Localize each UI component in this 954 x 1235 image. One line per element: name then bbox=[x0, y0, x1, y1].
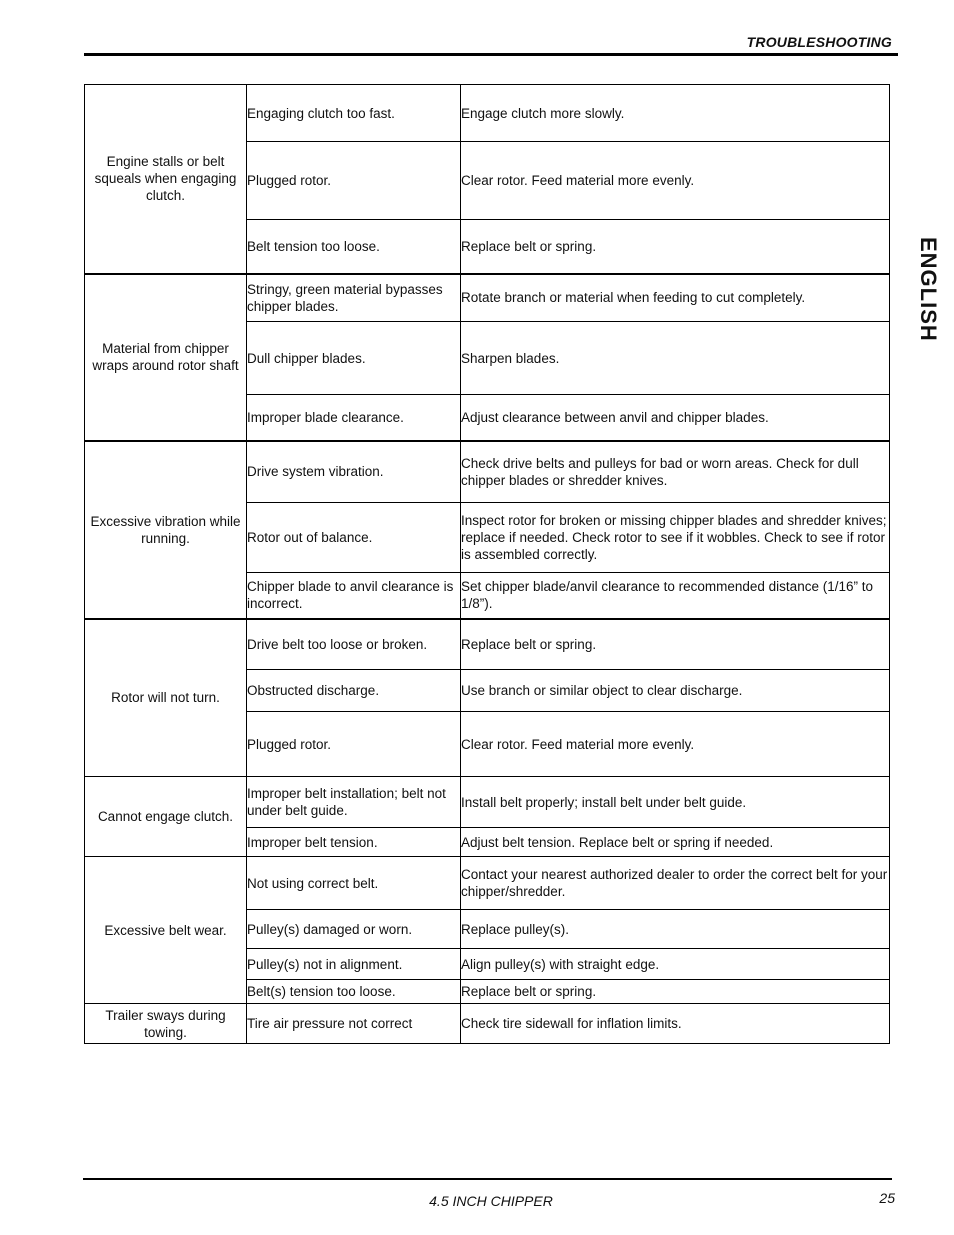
remedy-cell: Replace pulley(s). bbox=[461, 910, 890, 949]
problem-cell: Excessive belt wear. bbox=[85, 857, 247, 1004]
cause-cell: Improper blade clearance. bbox=[247, 395, 461, 441]
table-row bbox=[85, 1004, 890, 1044]
header-rule bbox=[84, 53, 898, 56]
footer-title: 4.5 INCH CHIPPER bbox=[429, 1193, 553, 1209]
remedy-cell: Check tire sidewall for inflation limits. bbox=[461, 1004, 890, 1044]
cause-cell: Tire air pressure not correct bbox=[247, 1004, 461, 1044]
cause-cell: Plugged rotor. bbox=[247, 712, 461, 777]
remedy-cell: Check drive belts and pulleys for bad or worn areas. Check for dull chipper blades or shredder knives. bbox=[461, 441, 890, 503]
cause-cell: Chipper blade to anvil clearance is incorrect. bbox=[247, 573, 461, 619]
remedy-cell: Adjust clearance between anvil and chipper blades. bbox=[461, 395, 890, 441]
cause-cell: Belt tension too loose. bbox=[247, 220, 461, 274]
problem-cell: Material from chipper wraps around rotor shaft bbox=[85, 274, 247, 441]
remedy-cell: Inspect rotor for broken or missing chipper blades and shredder knives; replace if needed. Check rotor to see if it wobbles. Check to see if rotor is assembled correctly. bbox=[461, 503, 890, 573]
remedy-cell: Replace belt or spring. bbox=[461, 220, 890, 274]
problem-cell: Trailer sways during towing. bbox=[85, 1004, 247, 1044]
language-tab: ENGLISH bbox=[916, 237, 941, 342]
remedy-cell: Use branch or similar object to clear discharge. bbox=[461, 670, 890, 712]
cause-cell: Dull chipper blades. bbox=[247, 322, 461, 395]
problem-cell: Excessive vibration while running. bbox=[85, 441, 247, 619]
table-row bbox=[85, 619, 890, 670]
cause-cell: Drive system vibration. bbox=[247, 441, 461, 503]
problem-cell: Engine stalls or belt squeals when engaging clutch. bbox=[85, 85, 247, 274]
remedy-cell: Install belt properly; install belt under belt guide. bbox=[461, 777, 890, 828]
page-number: 25 bbox=[879, 1190, 895, 1206]
cause-cell: Pulley(s) damaged or worn. bbox=[247, 910, 461, 949]
remedy-cell: Engage clutch more slowly. bbox=[461, 85, 890, 142]
problem-cell: Cannot engage clutch. bbox=[85, 777, 247, 857]
troubleshooting-table bbox=[84, 84, 890, 1044]
remedy-cell: Rotate branch or material when feeding to cut completely. bbox=[461, 274, 890, 322]
table-row bbox=[85, 857, 890, 910]
table-row bbox=[85, 777, 890, 828]
remedy-cell: Sharpen blades. bbox=[461, 322, 890, 395]
remedy-cell: Replace belt or spring. bbox=[461, 980, 890, 1004]
problem-cell: Rotor will not turn. bbox=[85, 619, 247, 777]
remedy-cell: Clear rotor. Feed material more evenly. bbox=[461, 712, 890, 777]
table-row bbox=[85, 274, 890, 322]
cause-cell: Pulley(s) not in alignment. bbox=[247, 949, 461, 980]
footer-rule bbox=[83, 1178, 892, 1180]
remedy-cell: Align pulley(s) with straight edge. bbox=[461, 949, 890, 980]
remedy-cell: Contact your nearest authorized dealer to order the correct belt for your chipper/shredder. bbox=[461, 857, 890, 910]
section-title: TROUBLESHOOTING bbox=[746, 34, 892, 50]
cause-cell: Not using correct belt. bbox=[247, 857, 461, 910]
cause-cell: Improper belt tension. bbox=[247, 828, 461, 857]
cause-cell: Improper belt installation; belt not under belt guide. bbox=[247, 777, 461, 828]
remedy-cell: Clear rotor. Feed material more evenly. bbox=[461, 142, 890, 220]
cause-cell: Stringy, green material bypasses chipper blades. bbox=[247, 274, 461, 322]
cause-cell: Belt(s) tension too loose. bbox=[247, 980, 461, 1004]
cause-cell: Engaging clutch too fast. bbox=[247, 85, 461, 142]
cause-cell: Rotor out of balance. bbox=[247, 503, 461, 573]
remedy-cell: Replace belt or spring. bbox=[461, 619, 890, 670]
cause-cell: Obstructed discharge. bbox=[247, 670, 461, 712]
remedy-cell: Adjust belt tension. Replace belt or spring if needed. bbox=[461, 828, 890, 857]
table-row bbox=[85, 85, 890, 142]
cause-cell: Drive belt too loose or broken. bbox=[247, 619, 461, 670]
table-row bbox=[85, 441, 890, 503]
cause-cell: Plugged rotor. bbox=[247, 142, 461, 220]
remedy-cell: Set chipper blade/anvil clearance to recommended distance (1/16” to 1/8”). bbox=[461, 573, 890, 619]
